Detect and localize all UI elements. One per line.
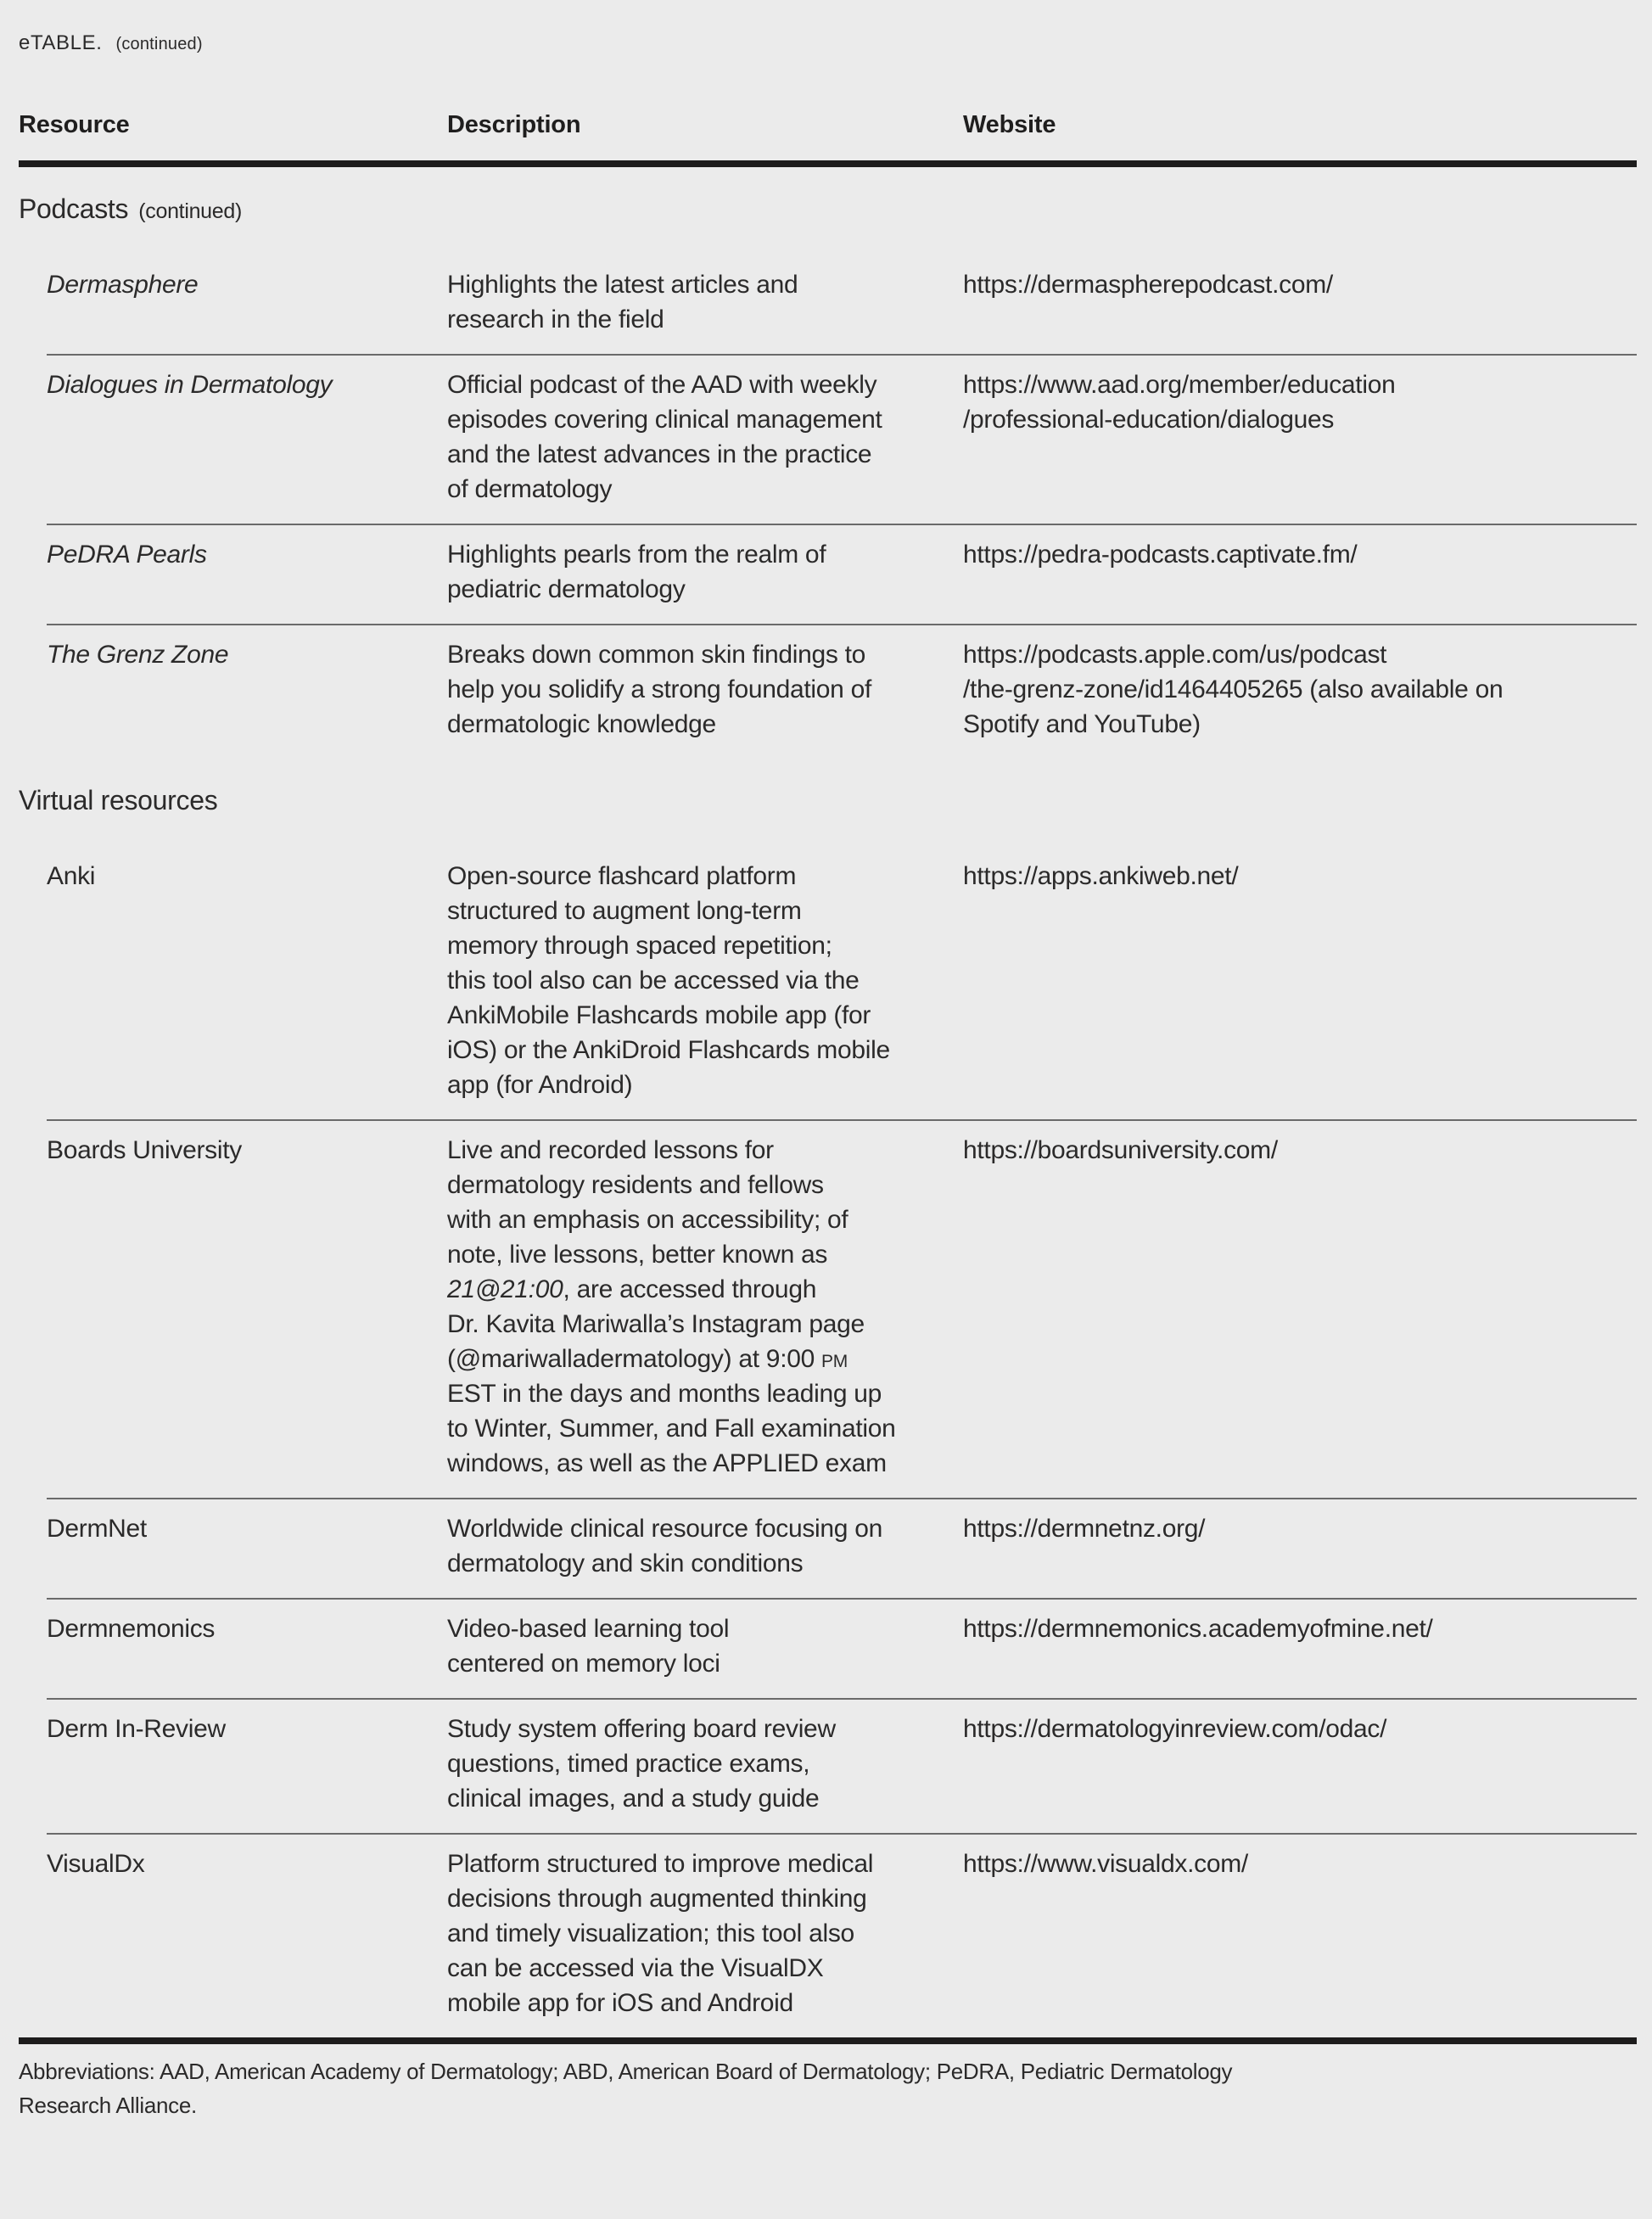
text-line: note, live lessons, better known as bbox=[447, 1241, 828, 1269]
resource-name: VisualDx bbox=[47, 1850, 145, 1878]
abbreviations-footnote bbox=[19, 2054, 1637, 2122]
text-line: Open-source flashcard platform bbox=[447, 862, 797, 890]
section-podcasts bbox=[19, 191, 1637, 759]
table-row-dialogues-in-dermatology bbox=[19, 354, 1637, 524]
website-cell bbox=[963, 637, 1637, 742]
description-cell bbox=[447, 1511, 963, 1581]
table-title bbox=[19, 31, 1637, 57]
text-line: Research Alliance. bbox=[19, 2093, 197, 2118]
table-row-dermasphere bbox=[19, 254, 1637, 354]
text-line: EST in the days and months leading up bbox=[447, 1380, 882, 1408]
resource-name: PeDRA Pearls bbox=[47, 541, 207, 569]
text-line: help you solidify a strong foundation of bbox=[447, 675, 872, 703]
resource-cell bbox=[19, 1611, 447, 1681]
website-cell bbox=[963, 1846, 1637, 2020]
resource-name: Dermasphere bbox=[47, 271, 199, 299]
description-cell bbox=[447, 1712, 963, 1816]
description-cell bbox=[447, 367, 963, 507]
website-cell bbox=[963, 1511, 1637, 1581]
section-virtual-resources bbox=[19, 782, 1637, 2037]
text-line: 21@21:00, are accessed through bbox=[447, 1275, 817, 1303]
table-row-derm-in-review bbox=[19, 1698, 1637, 1833]
text-line: mobile app for iOS and Android bbox=[447, 1989, 793, 2017]
text-line: can be accessed via the VisualDX bbox=[447, 1954, 824, 1982]
section-name: Podcasts bbox=[19, 193, 129, 224]
text-line: this tool also can be accessed via the bbox=[447, 967, 860, 995]
text-line: app (for Android) bbox=[447, 1071, 633, 1099]
resource-cell bbox=[19, 1712, 447, 1816]
footer-rule bbox=[19, 2037, 1637, 2044]
table-row-dermnemonics bbox=[19, 1598, 1637, 1698]
resource-cell bbox=[19, 1133, 447, 1481]
table-row-anki bbox=[19, 845, 1637, 1119]
resource-name: Dialogues in Dermatology bbox=[47, 371, 333, 399]
text-line: https://dermnetnz.org/ bbox=[963, 1515, 1206, 1543]
text-line: questions, timed practice exams, bbox=[447, 1750, 810, 1778]
section-header bbox=[19, 191, 1637, 230]
table-row-boards-university bbox=[19, 1119, 1637, 1498]
text-line: windows, as well as the APPLIED exam bbox=[447, 1449, 887, 1477]
text-line: decisions through augmented thinking bbox=[447, 1885, 867, 1913]
resource-cell bbox=[19, 1846, 447, 2020]
text-line: pediatric dermatology bbox=[447, 575, 686, 603]
text-line: and the latest advances in the practice bbox=[447, 440, 872, 468]
text-line: https://pedra-podcasts.captivate.fm/ bbox=[963, 541, 1358, 569]
website-cell bbox=[963, 859, 1637, 1102]
text-line: dermatology residents and fellows bbox=[447, 1171, 824, 1199]
resource-cell bbox=[19, 267, 447, 337]
text-line: Platform structured to improve medical bbox=[447, 1850, 874, 1878]
text-line: of dermatology bbox=[447, 475, 613, 503]
table-title-continued: (continued) bbox=[115, 35, 203, 53]
table-row-pedra-pearls bbox=[19, 524, 1637, 624]
resource-cell bbox=[19, 1511, 447, 1581]
section-name: Virtual resources bbox=[19, 785, 218, 815]
description-cell bbox=[447, 537, 963, 607]
description-cell bbox=[447, 1133, 963, 1481]
website-cell bbox=[963, 537, 1637, 607]
header-rule bbox=[19, 160, 1637, 167]
column-header-website: Website bbox=[963, 111, 1056, 138]
text-line: and timely visualization; this tool also bbox=[447, 1919, 854, 1947]
column-headers bbox=[19, 111, 1637, 138]
text-line: Official podcast of the AAD with weekly bbox=[447, 371, 877, 399]
resource-cell bbox=[19, 859, 447, 1102]
text-line: iOS) or the AnkiDroid Flashcards mobile bbox=[447, 1036, 890, 1064]
text-line: https://www.aad.org/member/education bbox=[963, 371, 1396, 399]
website-cell bbox=[963, 1133, 1637, 1481]
resource-name: Derm In-Review bbox=[47, 1715, 226, 1743]
text-line: to Winter, Summer, and Fall examination bbox=[447, 1415, 896, 1443]
text-line: https://dermatologyinreview.com/odac/ bbox=[963, 1715, 1387, 1743]
text-line: (@mariwalladermatology) at 9:00 pm bbox=[447, 1345, 848, 1373]
resource-name: DermNet bbox=[47, 1515, 147, 1543]
resource-cell bbox=[19, 367, 447, 507]
text-line: dermatology and skin conditions bbox=[447, 1549, 804, 1577]
section-header bbox=[19, 782, 1637, 821]
table-row-dermnet bbox=[19, 1498, 1637, 1598]
text-line: https://podcasts.apple.com/us/podcast bbox=[963, 641, 1387, 669]
description-cell bbox=[447, 637, 963, 742]
text-line: episodes covering clinical management bbox=[447, 406, 882, 434]
text-line: memory through spaced repetition; bbox=[447, 932, 832, 960]
text-line: https://dermaspherepodcast.com/ bbox=[963, 271, 1333, 299]
description-cell bbox=[447, 1611, 963, 1681]
text-line: Breaks down common skin findings to bbox=[447, 641, 866, 669]
column-header-description: Description bbox=[447, 111, 581, 138]
resource-name: The Grenz Zone bbox=[47, 641, 229, 669]
section-name-suffix: (continued) bbox=[138, 199, 243, 223]
text-line: https://dermnemonics.academyofmine.net/ bbox=[963, 1615, 1433, 1643]
resource-name: Dermnemonics bbox=[47, 1615, 216, 1643]
text-line: centered on memory loci bbox=[447, 1650, 720, 1678]
text-line: /professional-education/dialogues bbox=[963, 406, 1335, 434]
text-line: Dr. Kavita Mariwalla’s Instagram page bbox=[447, 1310, 865, 1338]
column-header-resource: Resource bbox=[19, 111, 130, 138]
text-line: https://apps.ankiweb.net/ bbox=[963, 862, 1239, 890]
resource-name: Boards University bbox=[47, 1136, 242, 1164]
text-line: research in the field bbox=[447, 305, 664, 333]
table-row-the-grenz-zone bbox=[19, 624, 1637, 759]
resource-cell bbox=[19, 637, 447, 742]
text-line: structured to augment long-term bbox=[447, 897, 802, 925]
text-line: Study system offering board review bbox=[447, 1715, 836, 1743]
table-row-visualdx bbox=[19, 1833, 1637, 2037]
resource-cell bbox=[19, 537, 447, 607]
resource-name: Anki bbox=[47, 862, 96, 890]
text-line: Live and recorded lessons for bbox=[447, 1136, 774, 1164]
table-body bbox=[19, 191, 1637, 2037]
text-line: https://www.visualdx.com/ bbox=[963, 1850, 1248, 1878]
description-cell bbox=[447, 1846, 963, 2020]
text-line: Highlights pearls from the realm of bbox=[447, 541, 826, 569]
description-cell bbox=[447, 267, 963, 337]
text-line: Spotify and YouTube) bbox=[963, 710, 1201, 738]
website-cell bbox=[963, 367, 1637, 507]
text-line: dermatologic knowledge bbox=[447, 710, 716, 738]
description-cell bbox=[447, 859, 963, 1102]
text-line: Abbreviations: AAD, American Academy of Dermatology; ABD, American Board of Dermatology; PeDRA, Pediatric Dermatology bbox=[19, 2059, 1233, 2084]
text-line: clinical images, and a study guide bbox=[447, 1785, 820, 1813]
text-line: Highlights the latest articles and bbox=[447, 271, 798, 299]
website-cell bbox=[963, 267, 1637, 337]
text-line: Video-based learning tool bbox=[447, 1615, 730, 1643]
website-cell bbox=[963, 1611, 1637, 1681]
text-line: /the-grenz-zone/id1464405265 (also available on bbox=[963, 675, 1504, 703]
text-line: AnkiMobile Flashcards mobile app (for bbox=[447, 1001, 871, 1029]
website-cell bbox=[963, 1712, 1637, 1816]
table-title-label: eTABLE. bbox=[19, 31, 103, 54]
text-line: Worldwide clinical resource focusing on bbox=[447, 1515, 882, 1543]
text-line: https://boardsuniversity.com/ bbox=[963, 1136, 1278, 1164]
text-line: with an emphasis on accessibility; of bbox=[447, 1206, 848, 1234]
